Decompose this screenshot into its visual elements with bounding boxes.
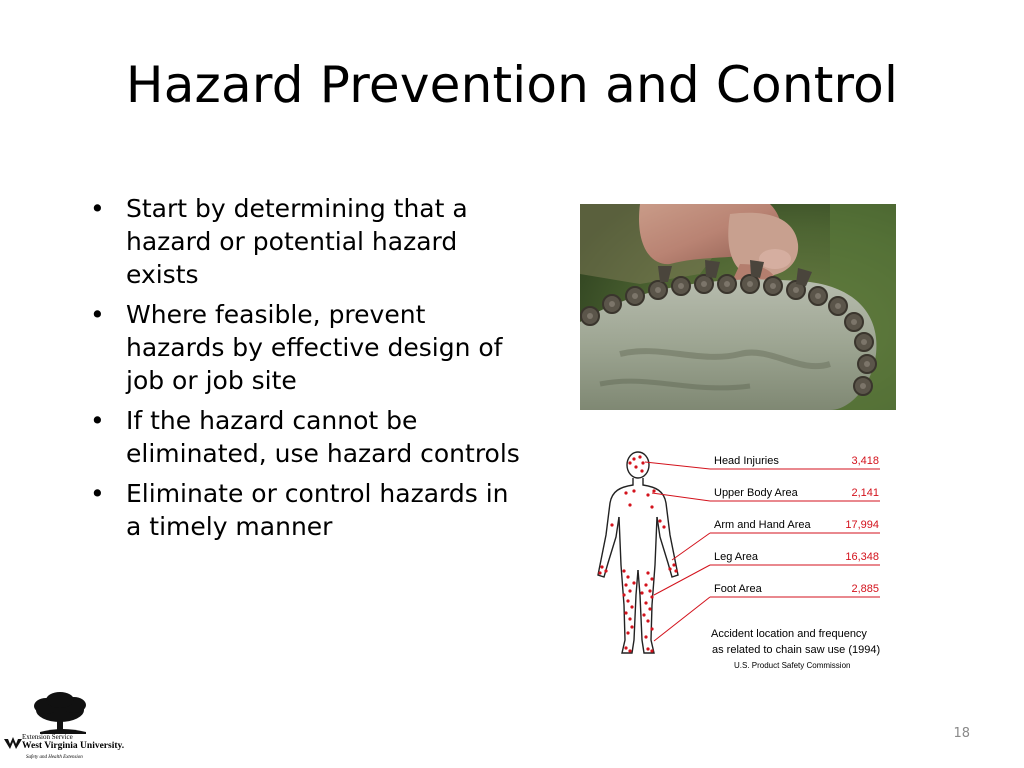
- injury-value-leg: 16,348: [845, 551, 879, 563]
- injury-label-arm-hand: Arm and Hand Area: [714, 519, 811, 531]
- bullet-item: [86, 477, 526, 543]
- logo-extension-service: Extension Service: [22, 733, 73, 741]
- bullet-item: [86, 404, 526, 470]
- injury-value-arm-hand: 17,994: [845, 519, 879, 531]
- page-number: 18: [953, 726, 970, 741]
- chainsaw-chain-photo: [580, 204, 896, 410]
- bullet-item: [86, 192, 526, 291]
- injury-label-leg: Leg Area: [714, 551, 759, 563]
- injury-label-foot: Foot Area: [714, 583, 762, 595]
- figure-caption-line1: Accident location and frequency: [711, 628, 867, 640]
- injury-label-head: Head Injuries: [714, 455, 779, 467]
- logo-university-name: West Virginia University.: [22, 741, 125, 751]
- wvu-extension-logo: [0, 690, 130, 768]
- figure-source: U.S. Product Safety Commission: [734, 661, 851, 670]
- injury-location-figure: [590, 445, 900, 675]
- bullet-text: Eliminate or control hazards in a timely manner: [126, 479, 509, 541]
- bullet-dot: •: [90, 406, 105, 435]
- bullet-text: If the hazard cannot be eliminated, use hazard controls: [126, 406, 520, 468]
- slide-title: Hazard Prevention and Control: [125, 56, 899, 114]
- bullet-item: [86, 298, 526, 397]
- bullet-dot: •: [90, 194, 105, 223]
- bullet-text: Where feasible, prevent hazards by effective design of job or job site: [126, 300, 503, 395]
- bullet-text: Start by determining that a hazard or potential hazard exists: [126, 194, 468, 289]
- injury-value-upper-body: 2,141: [851, 487, 879, 499]
- figure-caption-line2: as related to chain saw use (1994): [712, 644, 881, 656]
- bullet-dot: •: [90, 479, 105, 508]
- logo-tagline: Safety and Health Extension: [26, 755, 83, 760]
- chainsaw-chain-image: [580, 204, 896, 410]
- injury-label-upper-body: Upper Body Area: [714, 487, 798, 499]
- bullet-dot: •: [90, 300, 105, 329]
- bullet-list: [86, 192, 526, 550]
- injury-value-foot: 2,885: [851, 583, 879, 595]
- injury-value-head: 3,418: [851, 455, 879, 467]
